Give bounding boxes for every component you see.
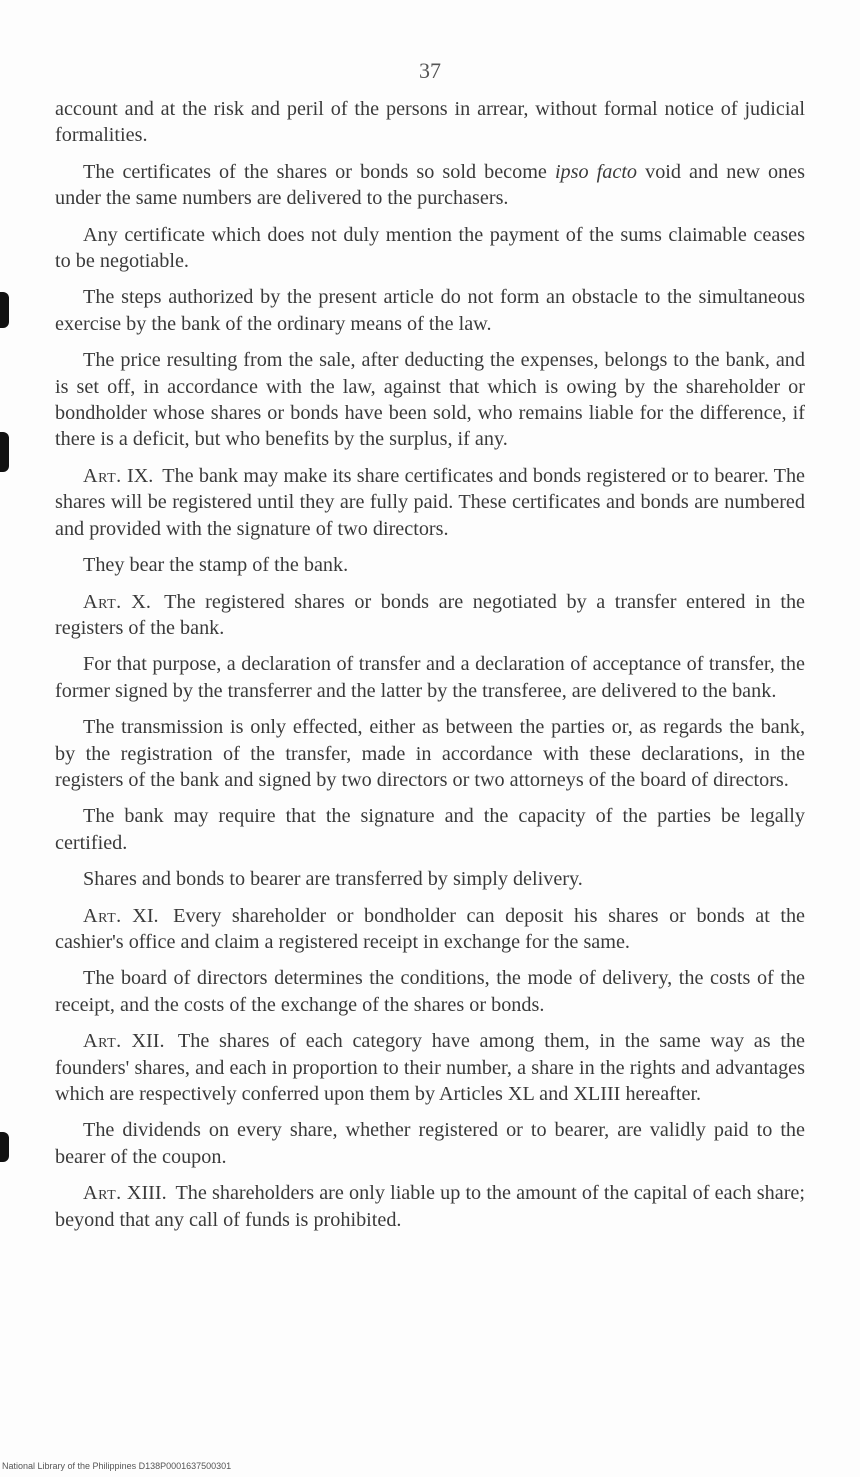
paragraph-text: The dividends on every share, whether registered or to bearer, are validly paid to the bearer of the coupon. <box>55 1119 805 1168</box>
article-paragraph <box>55 1180 805 1233</box>
paragraph <box>55 552 805 578</box>
paragraph-text: For that purpose, a declaration of transfer and a declaration of acceptance of transfer, the former signed by the transferrer and the latter by the transferee, are delivered to the bank. <box>55 653 805 702</box>
article-label: Art. <box>83 904 122 927</box>
page-number: 37 <box>419 58 441 83</box>
paragraph-text: The price resulting from the sale, after deducting the expenses, belongs to the bank, and is set off, in accordance with the law, against that which is owing by the shareholder or bondholder whose shares or bonds have been sold, who remains liable for the difference, if there is a deficit, but who benefits by the surplus, if any. <box>55 349 805 451</box>
paragraph-text: The shares of each category have among them, in the same way as the founders' shares, and each in proportion to their number, a share in the rights and advantages which are respectively conferred upon them by Articles XL and XLIII hereafter. <box>55 1030 806 1105</box>
article-label: Art. <box>83 1030 122 1053</box>
paragraph <box>55 347 805 453</box>
paragraph <box>55 803 805 856</box>
article-number: X. <box>131 590 151 613</box>
paragraph-text: Any certificate which does not duly mention the payment of the sums claimable ceases to be negotiable. <box>55 223 805 273</box>
italic-phrase: ipso facto <box>554 160 638 183</box>
paragraph-text: They bear the stamp of the bank. <box>83 554 349 577</box>
paragraph <box>55 284 805 337</box>
article-paragraph <box>55 589 805 642</box>
article-label: Art. <box>83 1182 122 1205</box>
article-number: IX. <box>126 464 154 487</box>
article-number: XIII. <box>126 1182 167 1205</box>
paragraph-text: The shareholders are only liable up to the amount of the capital of each share; beyond that any call of funds is prohibited. <box>55 1182 805 1231</box>
paragraph <box>55 159 805 212</box>
article-paragraph <box>55 903 805 956</box>
paragraph <box>55 651 805 704</box>
paragraph <box>55 1117 805 1170</box>
body-text <box>55 96 805 1243</box>
paragraph-text: The registered shares or bonds are negotiated by a transfer entered in the registers of the bank. <box>55 590 805 639</box>
article-paragraph <box>55 463 805 542</box>
article-number: XI. <box>132 904 159 927</box>
binding-mark <box>0 292 9 328</box>
paragraph <box>55 714 805 793</box>
paragraph-text: Shares and bonds to bearer are transferred by simply delivery. <box>83 868 583 891</box>
paragraph-text: The steps authorized by the present article do not form an obstacle to the simultaneous exercise by the bank of the ordinary means of the law. <box>55 286 805 335</box>
article-number: XII. <box>131 1030 165 1053</box>
paragraph-text: Every shareholder or bondholder can deposit his shares or bonds at the cashier's office and claim a registered receipt in exchange for the same. <box>55 904 806 953</box>
paragraph <box>55 965 805 1018</box>
paragraph-text: The certificates of the shares or bonds so sold become ipso facto void and new ones under the same numbers are delivered to the purchasers. <box>55 160 805 210</box>
paragraph <box>55 96 805 149</box>
binding-mark <box>0 432 9 472</box>
footer-caption: National Library of the Philippines D138P0001637500301 <box>2 1461 232 1471</box>
paragraph-text: The bank may require that the signature and the capacity of the parties be legally certified. <box>55 805 805 854</box>
article-paragraph <box>55 1028 805 1107</box>
binding-mark <box>0 1132 9 1162</box>
paragraph-text: The board of directors determines the conditions, the mode of delivery, the costs of the receipt, and the costs of the exchange of the shares or bonds. <box>55 967 805 1016</box>
paragraph-text: The transmission is only effected, either as between the parties or, as regards the bank, by the registration of the transfer, made in accordance with these declarations, in the registers of the bank and signed by two directors or two attorneys of the board of directors. <box>55 716 805 791</box>
paragraph-text: account and at the risk and peril of the persons in arrear, without formal notice of judicial formalities. <box>55 98 805 147</box>
paragraph <box>55 222 805 275</box>
paragraph <box>55 866 805 892</box>
paragraph-text: The bank may make its share certificates and bonds registered or to bearer. The shares will be registered until they are fully paid. These certificates and bonds are numbered and provided with the signature of two directors. <box>55 464 805 540</box>
article-label: Art. <box>83 464 122 487</box>
article-label: Art. <box>83 590 122 613</box>
